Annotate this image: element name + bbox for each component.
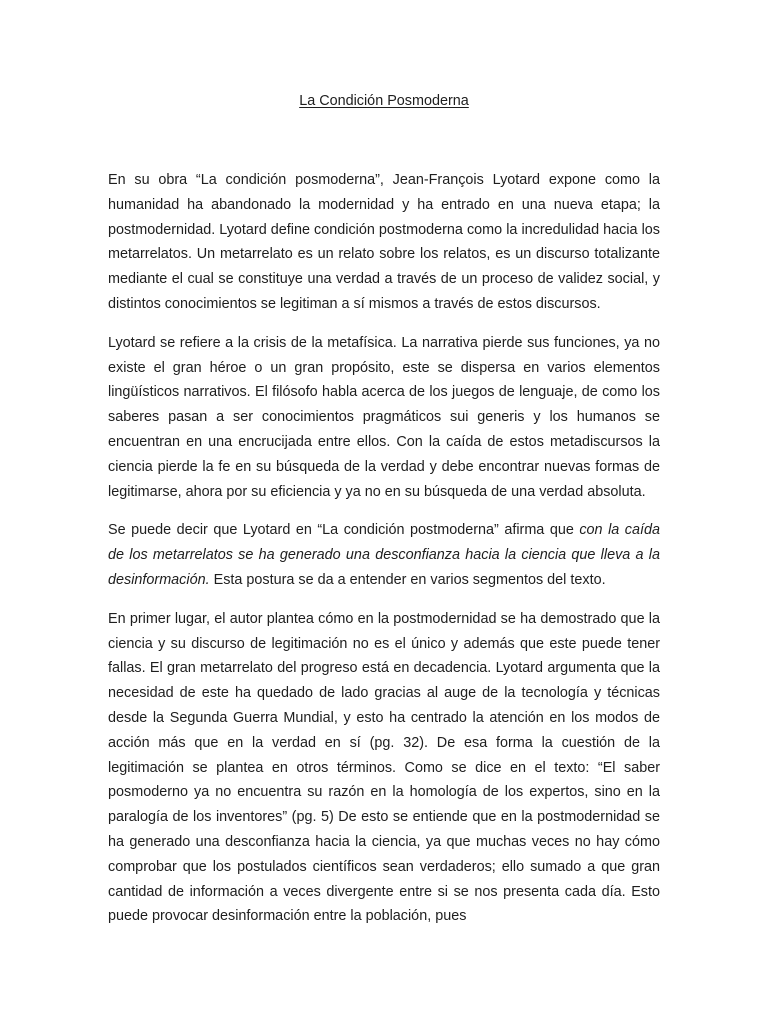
paragraph-thesis — [108, 518, 660, 592]
paragraph-metaphysics-crisis: Lyotard se refiere a la crisis de la metafísica. La narrativa pierde sus funciones, ya no existe el gran héroe o un gran propósito, este se dispersa en varios elementos lingüísticos narrativos. El filósofo habla acerca de los juegos de lenguaje, de como los saberes pasan a ser conocimientos pragmáticos sui generis y los humanos se encuentran en una encrucijada entre ellos. Con la caída de estos metadiscursos la ciencia pierde la fe en su búsqueda de la verdad y debe encontrar nuevas formas de legitimarse, ahora por su eficiencia y ya no en su búsqueda de una verdad absoluta. — [108, 334, 660, 500]
paragraph-first-argument: En primer lugar, el autor plantea cómo en la postmodernidad se ha demostrado que la ciencia y su discurso de legitimación no es el único y además que este puede tener fallas. El gran metarrelato del progreso está en decadencia. Lyotard argumenta que la necesidad de este ha quedado de lado gracias al auge de la tecnología y técnicas desde la Segunda Guerra Mundial, y esto ha centrado la atención en los modos de acción más que en la verdad en sí (pg. 32). De esa forma la cuestión de la legitimación se plantea en otros términos. Como se dice en el texto: “El saber posmoderno ya no encuentra su razón en la homología de los expertos, sino en la paralogía de los inventores” (pg. 5) De esto se entiende que en la postmodernidad se ha generado una desconfianza hacia la ciencia, ya que muchas veces no hay cómo comprobar que los postulados científicos sean verdaderos; ello sumado a que gran cantidad de información a veces divergente entre si se nos presenta cada día. Esto puede provocar desinformación entre la población, pues — [108, 610, 660, 925]
document-body — [108, 168, 660, 943]
document-title — [0, 92, 768, 110]
paragraph-intro: En su obra “La condición posmoderna”, Jean-François Lyotard expone como la humanidad ha abandonado la modernidad y ha entrado en una nueva etapa; la postmodernidad. Lyotard define condición postmoderna como la incredulidad hacia los metarrelatos. Un metarrelato es un relato sobre los relatos, es un discurso totalizante mediante el cual se constituye una verdad a través de un proceso de validez social, y distintos conocimientos se legitiman a sí mismos a través de estos discursos. — [108, 172, 660, 312]
document-title-text: La Condición Posmoderna — [299, 93, 469, 109]
thesis-lead-text: Se puede decir que Lyotard en “La condición postmoderna” afirma que — [108, 522, 580, 539]
thesis-trailing-text: Esta postura se da a entender en varios segmentos del texto. — [209, 571, 606, 588]
thesis-italic-statement: con la caída de los metarrelatos se ha generado una desconfianza hacia la ciencia que lleva a la desinformación. — [108, 522, 660, 588]
